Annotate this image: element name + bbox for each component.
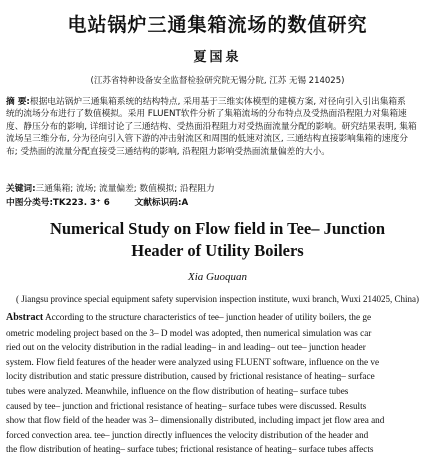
english-abstract-line: the flow distribution of heating– surface tubes; frictional resistance of heating– surface tubes affects (6, 444, 374, 455)
chinese-abstract-line (6, 96, 429, 108)
english-abstract-line (6, 310, 429, 326)
classification-row (6, 196, 210, 208)
english-title (0, 218, 435, 262)
english-abstract (6, 310, 429, 457)
english-title-line: Numerical Study on Flow field in Tee– Junction (49, 219, 386, 238)
document-code-label: 文献标识码: (134, 198, 182, 208)
clc-value: TK223. 3⁺ 6 (52, 198, 110, 208)
english-affiliation: ( Jiangsu province special equipment safety supervision inspection institute, wuxi branch, Wuxi 214025, China) (16, 294, 419, 304)
chinese-abstract (6, 96, 429, 158)
document-code-value: A (181, 198, 189, 208)
chinese-keywords (6, 182, 215, 194)
english-author: Xia Guoquan (188, 271, 247, 283)
english-abstract-line: ometric modeling project based on the 3– D model was adopted, then numerical simulation was car (6, 327, 372, 338)
chinese-abstract-label: 摘 要: (6, 97, 30, 107)
english-abstract-line: tubes were analyzed. Meanwhile, influence on the flow distribution of heating– surface tubes (6, 385, 349, 396)
english-abstract-text: According to the structure characteristics of tee– junction header of utility boilers, the ge (45, 312, 372, 322)
chinese-affiliation: (江苏省特种设备安全监督检验研究院无锡分院, 江苏 无锡 214025) (90, 76, 345, 86)
english-abstract-line: show that flow field of the header was 3– dimensionally distributed, including impact jet flow area and (6, 415, 385, 426)
english-abstract-line: system. Flow field features of the header were analyzed using FLUENT software, influence on the ve (6, 356, 380, 367)
english-abstract-label: Abstract (6, 312, 44, 323)
chinese-abstract-line: 流场呈三维分布, 分为径向引入管下游的冲击射流区和周围的低速对流区, 三通结构直接影响集箱的速度分 (6, 134, 408, 145)
chinese-abstract-text: 根据电站锅炉三通集箱系统的结构特点, 采用基于三维实体模型的建模方案, 对径向引入引出集箱系 (29, 97, 406, 107)
chinese-abstract-line: 统的流场分布进行了数值模拟。采用 FLUENT软件分析了集箱流场的分布特点及受热面沿程阻力对集箱速 (6, 109, 407, 120)
document-code (135, 198, 189, 208)
english-title-line: Header of Utility Boilers (131, 241, 304, 260)
keywords-label: 关键词: (6, 184, 36, 194)
english-abstract-line: forced convection area. tee– junction directly influences the velocity distribution of the header and (6, 429, 369, 440)
english-abstract-line: caused by tee– junction and frictional resistance of heating– surface tubes were discussed. Results (6, 400, 367, 411)
keywords-text: 三通集箱; 流场; 流量偏差; 数值模拟; 沿程阻力 (35, 184, 215, 194)
chinese-author: 夏国泉 (193, 50, 242, 65)
english-abstract-line: locity distribution and static pressure distribution, caused by frictional resistance of heating– surface (6, 371, 375, 382)
chinese-title: 电站锅炉三通集箱流场的数值研究 (67, 14, 368, 36)
clc-label: 中图分类号: (6, 198, 53, 208)
english-abstract-line: ried out on the velocity distribution in the radial leading– in and leading– out tee– junction header (6, 342, 366, 353)
chinese-abstract-line: 度、静压分布的影响, 详细讨论了三通结构、受热面沿程阻力对受热面流量分配的影响。研究结果表明, 集箱 (6, 121, 417, 132)
chinese-abstract-line: 布; 受热面的流量分配直接受三通结构的影响, 沿程阻力影响受热面流量偏差的大小。 (6, 146, 330, 157)
clc-number (6, 198, 110, 208)
